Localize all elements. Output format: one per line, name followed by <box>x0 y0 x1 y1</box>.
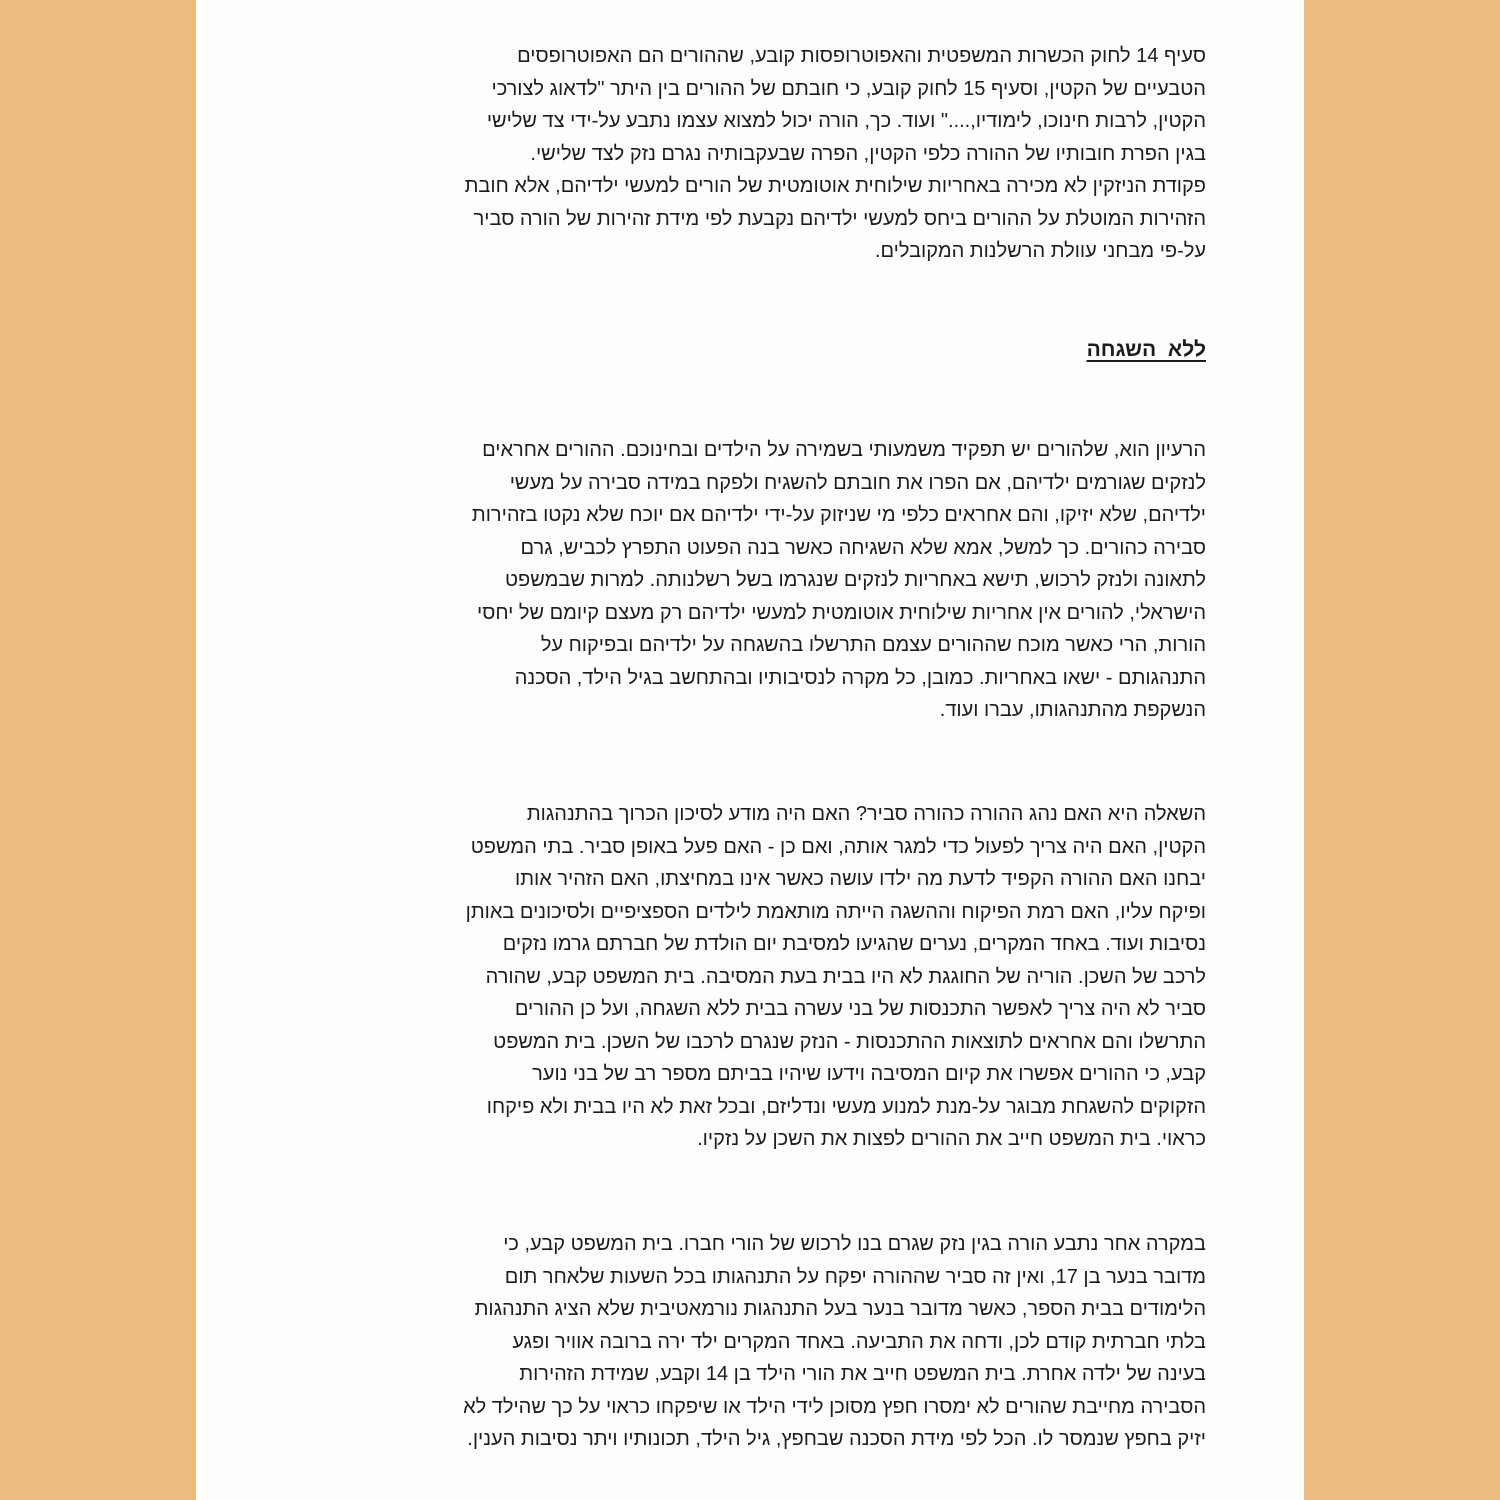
paragraph-other-cases: במקרה אחר נתבע הורה בגין נזק שגרם בנו לרכוש של הורי חברו. בית המשפט קבע, כי מדובר בנער בן 17, ואין זה סביר שההורה יפקח על התנהגותו בכל השעות שלאחר תום הלימודים בבית הספר, כאשר מדובר בנער בעל התנהגות נורמאטיבית שלא הציג התנהגות בלתי חברתית קודם לכן, ודחה את התביעה. באחד המקרים ילד ירה ברובה אוויר ופגע בעינה של ילדה אחרת. בית המשפט חייב את הורי הילד בן 14 וקבע, שמידת הזהירות הסבירה מחייבת שהורים לא ימסרו חפץ מסוכן לידי הילד או שיפקחו כראוי על כך שהילד לא יזיק בחפץ שנמסר לו. הכל לפי מידת הסכנה שבחפץ, גיל הילד, תכונותיו ויתר נסיבות הענין. <box>463 1233 1206 1450</box>
paragraph-reasonable-parent: השאלה היא האם נהג ההורה כהורה סביר? האם היה מודע לסיכון הכרוך בהתנהגות הקטין, האם היה צריך לפעול כדי למגר אותה, ואם כן - האם פעל באופן סביר. בתי המשפט יבחנו האם ההורה הקפיד לדעת מה ילדו עושה כאשר אינו במחיצתו, האם הזהיר אותו ופיקח עליו, האם רמת הפיקוח וההשגה הייתה מותאמת לילדים הספציפיים ולסיכונים באותן נסיבות ועוד. באחד המקרים, נערים שהגיעו למסיבת יום הולדת של חברתם גרמו נזקים לרכב של השכן. הוריה של החוגגת לא היו בבית בעת המסיבה. בית המשפט קבע, שהורה סביר לא היה צריך לאפשר התכנסות של בני עשרה בבית ללא השגחה, ועל כן ההורים התרשלו והם אחראים לתוצאות ההתכנסות - הנזק שנגרם לרכבו של השכן. בית המשפט קבע, כי ההורים אפשרו את קיום המסיבה וידעו שיהיו בביתם מספר רב של בני נוער הזקוקים להשגחת מבוגר על-מנת למנוע מעשי ונדליזם, ובכל זאת לא היו בבית ולא פיקחו כראוי. בית המשפט חייב את ההורים לפצות את השכן על נזקיו. <box>465 803 1206 1150</box>
paragraph-parental-responsibility: הרעיון הוא, שלהורים יש תפקיד משמעותי בשמירה על הילדים ובחינוכם. ההורים אחראים לנזקים שגורמים ילדיהם, אם הפרו את חובתם להשגיח ולפקח במידה סבירה על מעשי ילדיהם, שלא יזיקו, והם אחראים כלפי מי שניזוק על-ידי ילדיהם אם יוכח שלא נקטו בזהירות סבירה כהורים. כך למשל, אמא שלא השגיחה כאשר בנה הפעוט התפרץ לכביש, גרם לתאונה ולנזק לרכוש, תישא באחריות לנזקים שנגרמו בשל רשלנותה. למרות שבמשפט הישראלי, להורים אין אחריות שילוחית אוטומטית למעשי ילדיהם רק מעצם קיומם של יחסי הורות, הרי כאשר מוכח שההורים עצמם התרשלו בהשגחה על ילדיהם ובפיקוח על התנהגותם - ישאו באחריות. כמובן, כל מקרה לנסיבותיו ובהתחשב בגיל הילד, הסכנה הנשקפת מהתנהגותו, עברו ועוד. <box>471 439 1206 721</box>
paragraph-guardianship-law: סעיף 14 לחוק הכשרות המשפטית והאפוטרופסות קובע, שההורים הם האפוטרופסים הטבעיים של הקטין, וסעיף 15 לחוק קובע, כי חובתם של ההורים בין היתר "לדאוג לצורכי הקטין, לרבות חינוכו, לימודיו,...." ועוד. כך, הורה יכול למצוא עצמו נתבע על-ידי צד שלישי בגין הפרת חובותיו של ההורה כלפי הקטין, הפרה שבעקבותיה נגרם נזק לצד שלישי. פקודת הניזקין לא מכירה באחריות שילוחית אוטומטית של הורים למעשי ילדיהם, אלא חובת הזהירות המוטלת על ההורים ביחס למעשי ילדיהם נקבעת לפי מידת זהירות של הורה סביר על-פי מבחני עוולת הרשלנות המקובלים. <box>464 45 1206 262</box>
section-heading-no-supervision: ללא השגחה <box>1086 338 1206 361</box>
document-page <box>196 0 1304 1500</box>
